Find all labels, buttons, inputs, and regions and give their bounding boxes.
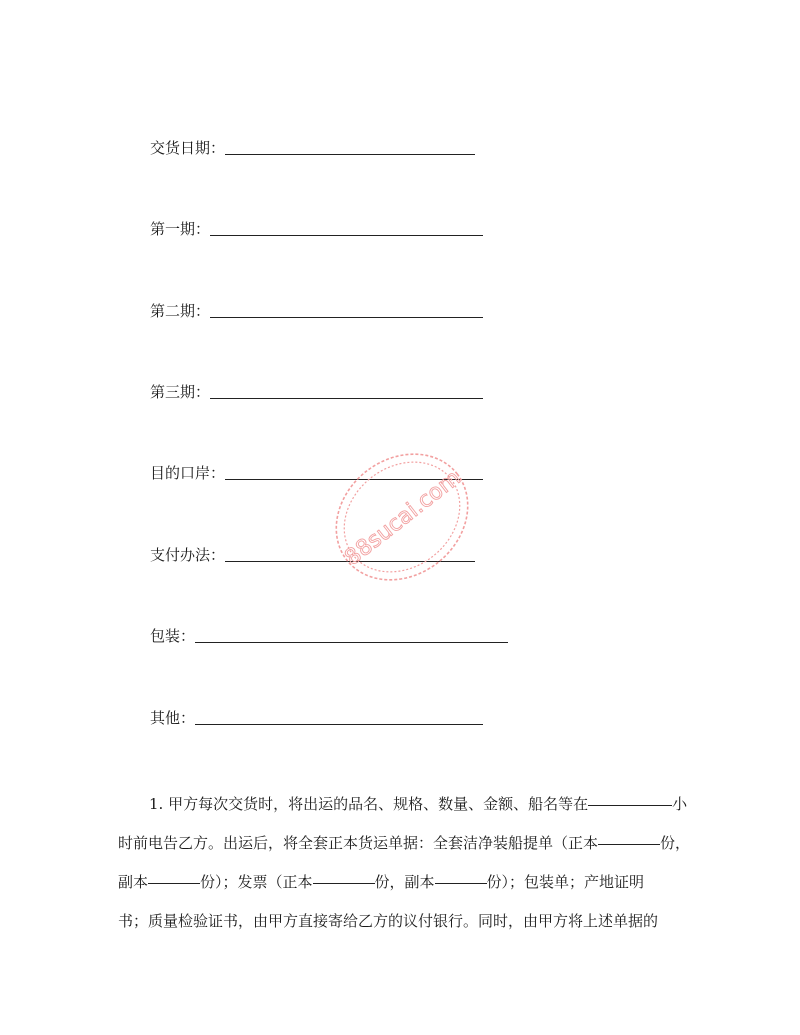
field-label: 交货日期： [150,139,226,157]
fill-in-line [210,397,483,399]
field-label: 第二期： [150,302,211,320]
field-label: 第一期： [150,220,211,238]
paragraph-line [118,824,691,863]
field-phase-1 [150,215,483,239]
clause-paragraph [118,785,691,941]
fill-in-blank [435,882,487,884]
field-delivery-date [150,134,475,158]
field-packaging [150,622,508,646]
paragraph-text: 书；质量检验证书，由甲方直接寄给乙方的议付银行。同时，由甲方将上述单据的 [118,912,659,930]
paragraph-line [118,785,686,824]
paragraph-line [118,902,686,941]
paragraph-text: 小 [672,795,688,813]
fill-in-blank [148,882,200,884]
paragraph-text: 副本 [118,873,149,891]
paragraph-text: 份）；包装单；产地证明 [486,873,645,891]
field-label: 目的口岸： [150,464,226,482]
field-phase-2 [150,297,483,321]
fill-in-blank [313,882,375,884]
field-other [150,704,483,728]
fill-in-line [225,153,475,155]
field-label: 包装： [150,627,196,645]
watermark-stamp [328,443,476,591]
fill-in-line [195,641,508,643]
paragraph-text: 时前电告乙方。出运后，将全套正本货运单据：全套洁净装船提单（正本 [118,834,599,852]
paragraph-text: 1. 甲方每次交货时，将出运的品名、规格、数量、金额、船名等在 [149,795,589,813]
fill-in-line [195,723,483,725]
paragraph-text: 份， [660,834,691,852]
paragraph-text: 份，副本 [374,873,435,891]
field-label: 支付办法： [150,546,226,564]
fill-in-blank [598,843,660,845]
field-label: 其他： [150,709,196,727]
field-phase-3 [150,378,483,402]
fill-in-line [210,234,483,236]
fill-in-blank [588,804,672,806]
fill-in-line [210,316,483,318]
field-label: 第三期： [150,383,211,401]
paragraph-line [118,863,686,902]
paragraph-text: 份）；发票（正本 [200,873,313,891]
watermark-text: 88sucai.com [340,465,466,571]
